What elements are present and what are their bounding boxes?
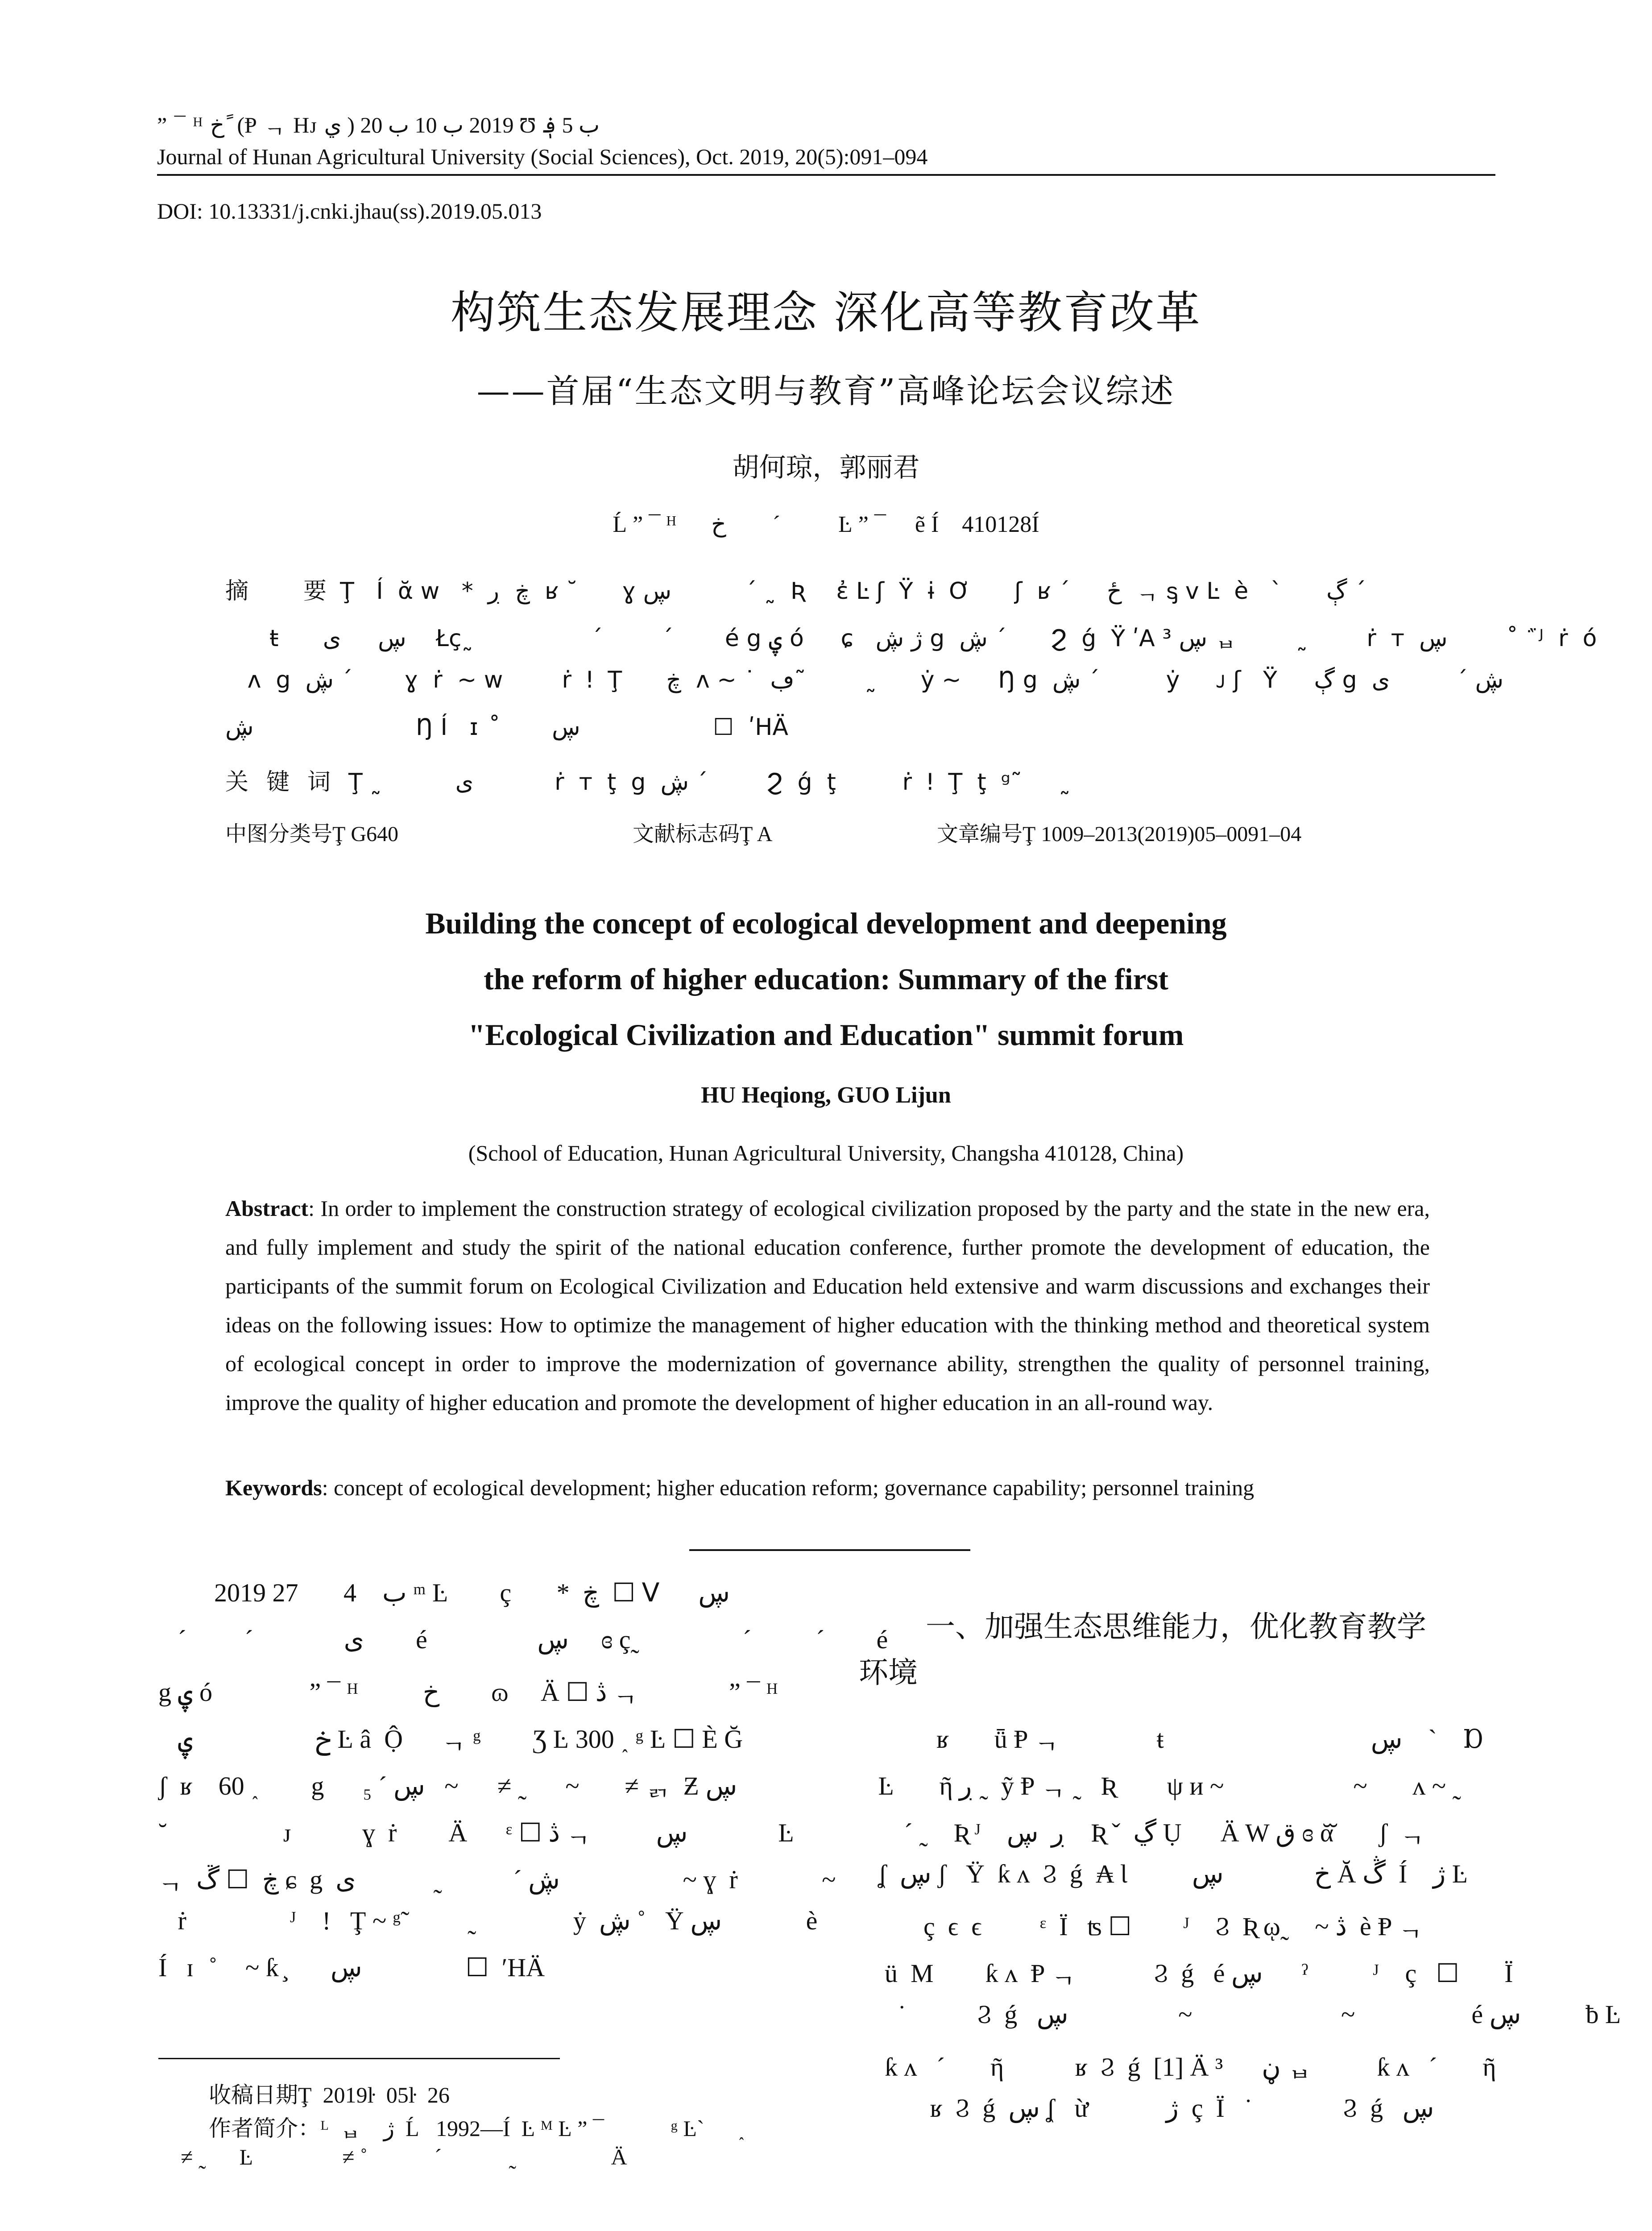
abstract-cn-text: Ţ Í ᾰ ᴡ * ڿ ڔ ʁ ˘ ɣ ڛ ´ ˷ Ʀ ἐ Ŀ ʃ Ÿ ɨ Ơ ʃ ʁ ´ ځ ᆨ ᶊ ᴠ Ŀ è ` ڳ ´ bbox=[340, 578, 1366, 605]
keywords-en bbox=[225, 1475, 1474, 1501]
author-bio-line-2: ≠ ˷ Ŀ ≠ ˚ ´ ˷ Ä bbox=[181, 2144, 627, 2169]
body-right-line: ʆ ڛ ʃ Ÿ ƙ ᴧ Ϩ ǵ ₳ Ɩ خ ڛ Ă ڴ Í ژ Ŀ bbox=[859, 1859, 1468, 1888]
body-left-line: ṙ ᴶ ǃ Ţ ~ ᵍ˜ ˷ ẏ ڜ ˚ Ÿ ڛ è bbox=[158, 1906, 818, 1935]
journal-header-cn: ” ¯ ᴴ خ ً (Ᵽ ᆨ Hᴊ ي ) 2019 ب 10 ب 20 Ʊ ب 5 ؋ bbox=[157, 112, 600, 137]
keywords-en-text: : concept of ecological development; higher education reform; governance capability; personnel training bbox=[322, 1475, 1255, 1500]
header-rule bbox=[157, 174, 1495, 176]
body-right-line: ç ϵ ϵ ᵋ Ï ʦ ☐ ᴶ Ϩ Ʀ ῳ˷ ~ ڎ è Ᵽ ᆨ bbox=[859, 1912, 1424, 1941]
affiliation-en: (School of Education, Hunan Agricultural University, Changsha 410128, China) bbox=[468, 1140, 1184, 1165]
body-right-line: Ŀ ῆ ڔ ˷ ỹ Ᵽ ᆨ ˷ Ʀ ψ ᴎ ~ ~ ᴧ ~ ˷ bbox=[859, 1771, 1461, 1800]
abstract-cn-line-2: ŧ ڛ ی Łç˷ ´ ´ é g ۑ ó ɕ ژ ڜ g ڜ ´ Ϩ ǵ Ÿ ʹA ڛ ³ ᆸ ˷ ṙ ᴛ ڛ ˚ ᷀ ᴶ ṙ ó bbox=[225, 625, 1597, 652]
authors-en: HU Heqiong, GUO Lijun bbox=[701, 1082, 951, 1108]
body-left-line: ʃ ʁ 60 ˰ g ڛ ´ ₅ ~ ≠ ˷ ~ ≠ ᆰ Ƶ ڛ bbox=[158, 1771, 737, 1800]
keywords-cn-label: 关键词 bbox=[225, 769, 349, 796]
abstract-en-text: : In order to implement the construction strategy of ecological civilization proposed by the party and the state in the new era, and fully implement and study the spirit of the national education conference, further promote the development of education, the participants of the summit forum on Ecological Civilization and Education held extensive and warm discussions and exchanges their ideas on the following issues: How to optimize the management of higher education with the thinking method and theoretical system of ecological concept in order to improve the modernization of governance ability, strengthen the quality of personnel training, improve the quality of higher education and promote the development of higher education in an all-round way. bbox=[225, 1196, 1430, 1415]
abstract-cn-label: 摘 要 bbox=[225, 578, 340, 605]
body-right-line: ƙ ᴧ ´ ῆ ʁ Ϩ ǵ [1] Ä ڼ ³ ᆸ ƙ ᴧ ´ ῆ bbox=[859, 2053, 1496, 2082]
paper-subtitle-cn: ——首届“生态文明与教育”高峰论坛会议综述 bbox=[476, 372, 1176, 411]
paper-title-cn: 构筑生态发展理念 深化高等教育改革 bbox=[451, 286, 1201, 339]
abstract-en-label: Abstract bbox=[225, 1196, 309, 1221]
section-separator bbox=[689, 1549, 970, 1551]
body-left-line: 2019 ب 4 27 ᵐ Ŀ ç * ڿ ☐ ᐯ ڛ bbox=[214, 1578, 730, 1607]
journal-header-en: Journal of Hunan Agricultural University (Social Sciences), Oct. 2019, 20(5):091–094 bbox=[157, 144, 928, 169]
author-bio-value: ᴸ ᆸ ژ Ĺ 1992—Í Ŀ ᴹ Ŀ ” ¯ ᵍ Ŀ` ˰ bbox=[320, 2116, 745, 2141]
keywords-cn bbox=[225, 763, 1071, 796]
doi: DOI: 10.13331/j.cnki.jhau(ss).2019.05.013 bbox=[157, 199, 542, 224]
authors-cn: 胡何琼，郭丽君 bbox=[732, 452, 920, 483]
body-right-line: ´ ˷ Ʀ ᴶ ڔ ڛ Ʀ ˇ ڲ Ụ Ä W ق ɞ ᾰ̆ ʃ ᆨ bbox=[859, 1818, 1426, 1847]
doc-code-label: 文献标志码 bbox=[633, 821, 740, 846]
keywords-en-label: Keywords bbox=[225, 1475, 322, 1500]
body-left-line: ᆨ ڿ ☐ ڱ ɕ g ڜ ´ ˷ ی ~ ɣ ṙ ~ bbox=[158, 1865, 836, 1894]
body-right-line: ʁ Ϩ ǵ ڛ ʆ ừ ژ ç Ï ˙ Ϩ ǵ ڛ bbox=[859, 2094, 1434, 2123]
affiliation-cn: Ĺ ” ¯ ᴴ خ ´ Ŀ ” ¯ ẽ Í 410128Í bbox=[613, 512, 1039, 537]
body-right-line: ˙ Ϩ ǵ ڛ ~ ~ é ڛ ƀ Ŀ bbox=[859, 2000, 1621, 2029]
paper-title-en-line-3: "Ecological Civilization and Education" summit forum bbox=[468, 1018, 1184, 1052]
author-bio bbox=[209, 2111, 745, 2143]
keywords-cn-text: Ţ ˷ ی ṙ ᴛ ţ g ڜ ´ Ϩ ǵ ţ ṙ ǃ Ţ ţ ᵍ˜ ˷ bbox=[348, 769, 1071, 796]
clc-number bbox=[225, 817, 398, 847]
article-number-value: Ţ 1009–2013(2019)05–0091–04 bbox=[1023, 822, 1302, 846]
abstract-en bbox=[225, 1189, 1430, 1422]
abstract-cn-line-1 bbox=[225, 572, 1366, 605]
document-code bbox=[633, 817, 772, 847]
section-heading-continued: 环境 bbox=[859, 1655, 918, 1690]
body-left-line: Í ɪ ̊ ~ ƙ ̧ ڛ ☐ ʹHÄ bbox=[158, 1953, 545, 1982]
clc-label: 中图分类号 bbox=[225, 821, 333, 846]
body-left-line: g ۑ ó ” ¯ ᴴ خ ɷ Ä ☐ ڎ ᆨ ” ¯ ᴴ bbox=[158, 1678, 778, 1707]
body-left-line: ´ ´ ی é ڛ ɞ ç˷ ´ ´ é bbox=[158, 1625, 888, 1654]
body-left-line: خ ۑ Ŀ â Ộ ᆨ ᵍ Ʒ Ŀ 300 ˰ ᵍ Ŀ ☐ È Ğ bbox=[158, 1725, 743, 1754]
paper-title-en-line-1: Building the concept of ecological development and deepening bbox=[425, 906, 1227, 940]
received-label: 收稿日期 bbox=[209, 2082, 298, 2108]
abstract-cn-line-4: ڜ Ŋ Í ɪ ̊ ڛ ☐ ʹHÄ bbox=[225, 714, 788, 741]
received-value: Ţ 2019ŀ 05ŀ 26 bbox=[298, 2082, 450, 2107]
paper-title-en-line-2: the reform of higher education: Summary of the first bbox=[484, 962, 1168, 996]
clc-value: Ţ G640 bbox=[332, 822, 398, 846]
body-left-line: ˘ ᴊ ɣ ṙ Ä ᵋ ☐ ڎ ᆨ ڛ Ŀ bbox=[158, 1818, 794, 1847]
author-bio-label: 作者简介： bbox=[209, 2115, 320, 2141]
abstract-cn-line-3: ᴧ g ڜ ´ ɣ ṙ ~ ᴡ ṙ ǃ Ţ ڿ ᴧ ~ ˙ ڢ˜ ˷ ẏ ~ Ŋ g ڜ ´ ẏ ᴊ ʃ Ÿ ڳ g ڜ ´ ی bbox=[225, 667, 1504, 693]
received-date bbox=[209, 2077, 450, 2109]
body-right-line: ü M ƙ ᴧ Ᵽ ᆨ Ϩ ǵ é ڛ ˀ ᴶ ç ☐ Ï bbox=[859, 1959, 1513, 1988]
author-bio-continued bbox=[181, 2144, 627, 2170]
section-heading: 一、加强生态思维能力，优化教育教学 bbox=[926, 1609, 1426, 1644]
article-number bbox=[937, 817, 1301, 847]
body-right-line: ʁ ǖ Ᵽ ᆨ ŧ ڛ ` Ɒ bbox=[859, 1725, 1483, 1754]
footnote-rule bbox=[158, 2058, 560, 2059]
article-number-label: 文章编号 bbox=[937, 821, 1023, 846]
doc-code-value: Ţ A bbox=[740, 822, 773, 846]
